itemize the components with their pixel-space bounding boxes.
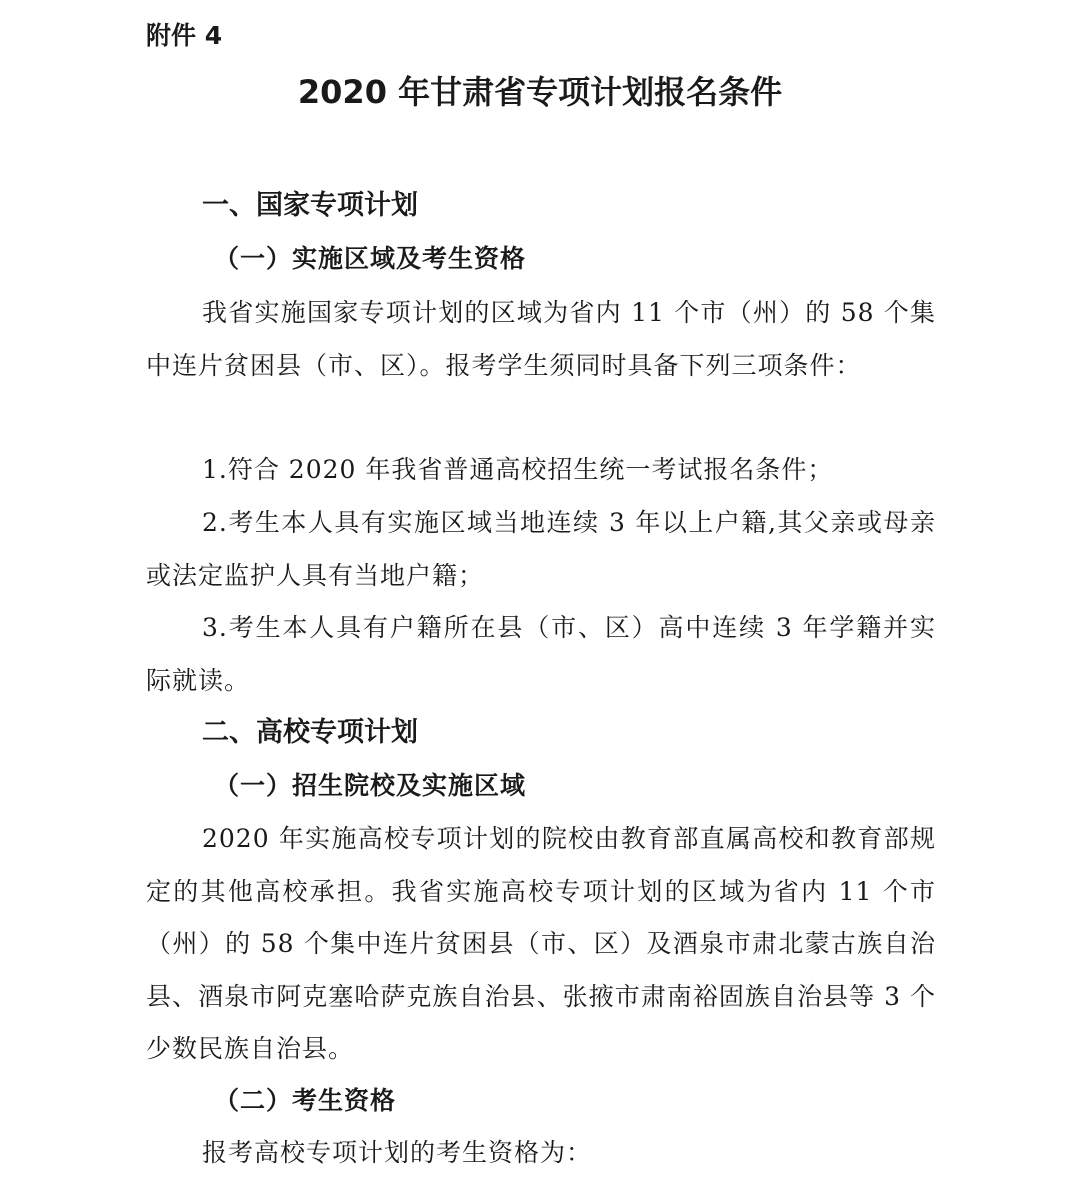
section-2-sub-1-paragraph: 2020 年实施高校专项计划的院校由教育部直属高校和教育部规定的其他高校承担。我省实施高校专项计划的区域为省内 11 个市（州）的 58 个集中连片贫困县（市、区）及酒泉市肃北蒙古族自治县、酒泉市阿克塞哈萨克族自治县、张掖市肃南裕固族自治县等 3 个少数民族自治县。: [146, 824, 936, 1063]
section-2-heading: 二、高校专项计划: [202, 717, 418, 748]
section-2-sub-1-heading: （一）招生院校及实施区域: [214, 771, 527, 800]
section-2-sub-2-heading: （二）考生资格: [214, 1086, 397, 1115]
section-1-sub-1-heading: （一）实施区域及考生资格: [214, 244, 527, 273]
condition-item-2: 2.考生本人具有实施区域当地连续 3 年以上户籍,其父亲或母亲或法定监护人具有当地户籍；: [146, 508, 936, 590]
attachment-label: 附件 4: [146, 21, 223, 50]
document-title: 2020 年甘肃省专项计划报名条件: [297, 73, 783, 111]
section-2-sub-2-paragraph: 报考高校专项计划的考生资格为：: [202, 1138, 593, 1167]
section-1-intro-paragraph: 我省实施国家专项计划的区域为省内 11 个市（州）的 58 个集中连片贫困县（市、区）。报考学生须同时具备下列三项条件：: [146, 298, 936, 380]
condition-item-1: 1.符合 2020 年我省普通高校招生统一考试报名条件；: [202, 455, 834, 484]
condition-item-3: 3.考生本人具有户籍所在县（市、区）高中连续 3 年学籍并实际就读。: [146, 613, 936, 695]
section-1-heading: 一、国家专项计划: [202, 190, 418, 221]
